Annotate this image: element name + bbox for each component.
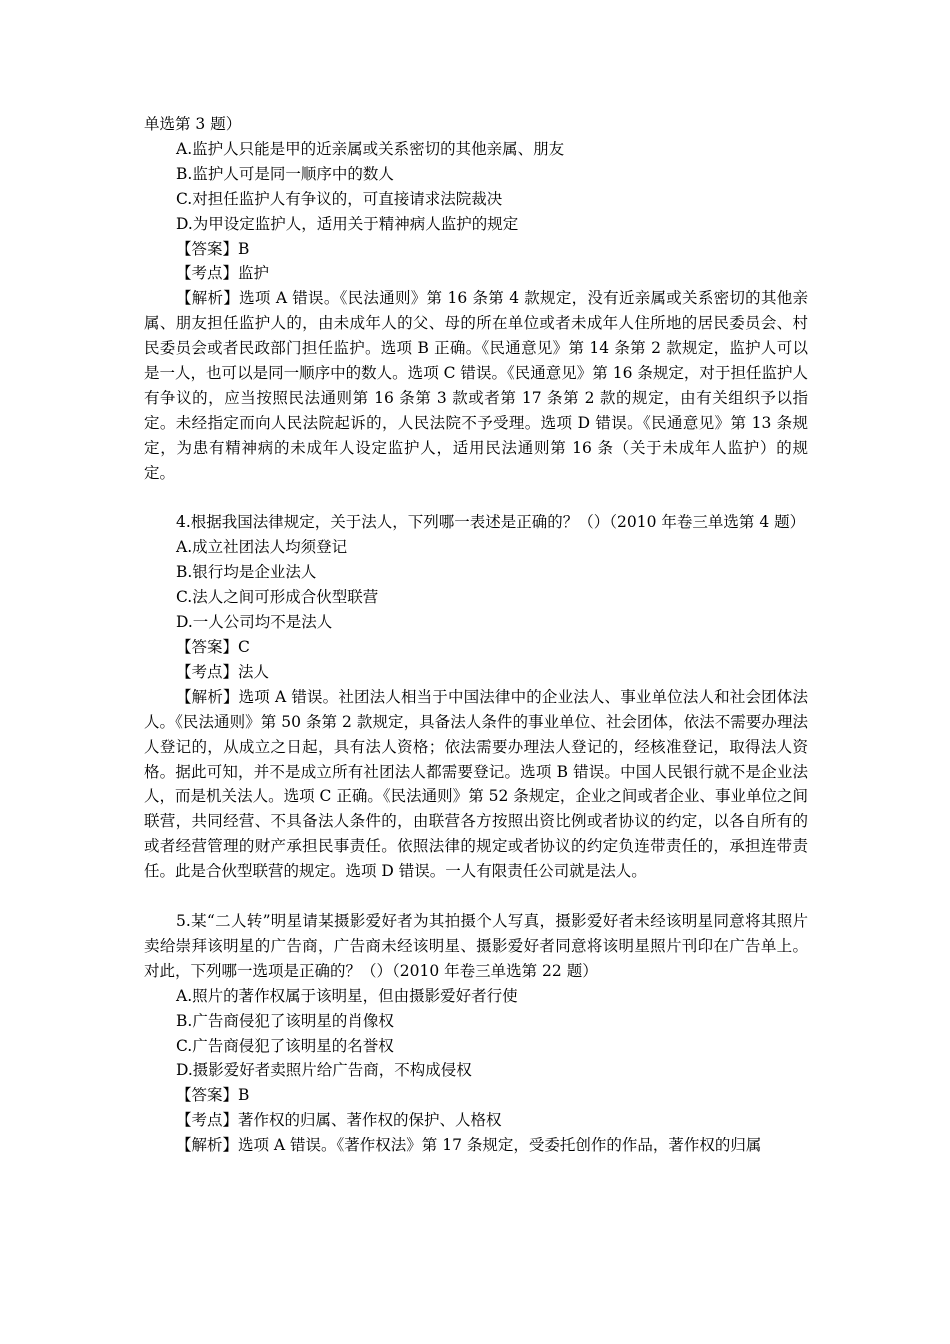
q4-stem: 4.根据我国法律规定，关于法人，下列哪一表述是正确的？（）（2010 年卷三单选第 4 题）: [176, 513, 806, 532]
q3-option-b: B.监护人可是同一顺序中的数人: [176, 164, 394, 183]
q3-option-c: C.对担任监护人有争议的，可直接请求法院裁决: [176, 189, 503, 208]
q4-topic: 【考点】法人: [176, 662, 270, 681]
q4-option-c: C.法人之间可形成合伙型联营: [176, 588, 379, 607]
q5-answer: 【答案】B: [176, 1086, 250, 1105]
q4-option-a: A.成立社团法人均须登记: [176, 538, 348, 557]
q3-answer: 【答案】B: [176, 239, 250, 258]
q3-option-a: A.监护人只能是甲的近亲属或关系密切的其他亲属、朋友: [176, 139, 565, 158]
paragraph-gap: [144, 486, 808, 511]
q5-topic: 【考点】著作权的归属、著作权的保护、人格权: [176, 1111, 502, 1130]
q4-option-b: B.银行均是企业法人: [176, 563, 317, 582]
q5-option-b: B.广告商侵犯了该明星的肖像权: [176, 1011, 394, 1030]
q3-topic: 【考点】监护: [176, 264, 270, 283]
q5-option-a: A.照片的著作权属于该明星，但由摄影爱好者行使: [176, 986, 518, 1005]
q4-analysis: 【解析】选项 A 错误。社团法人相当于中国法律中的企业法人、事业单位法人和社会团体法人。《民法通则》第 50 条第 2 款规定，具备法人条件的事业单位、社会团体，依法不需要办理法人登记的，从成立之日起，具有法人资格；依法需要办理法人登记的，经核准登记，取得法人资格。据此可知，并不是成立所有社团法人都需要登记。选项 B 错误。中国人民银行就不是企业法人，而是机关法人。选项 C 正确。《民法通则》第 52 条规定，企业之间或者企业、事业单位之间联营，共同经营、不具备法人条件的，由联营各方按照出资比例或者协议的约定，以各自所有的或者经营管理的财产承担民事责任。依照法律的规定或者协议的约定负连带责任的，承担连带责任。此是合伙型联营的规定。选项 D 错误。一人有限责任公司就是法人。: [144, 687, 808, 881]
q4-answer: 【答案】C: [176, 638, 250, 657]
q5-stem: 5.某“二人转”明星请某摄影爱好者为其拍摄个人写真，摄影爱好者未经该明星同意将其照片卖给崇拜该明星的广告商，广告商未经该明星、摄影爱好者同意将该明星照片刊印在广告单上。对此，下列哪一选项是正确的？（）（2010 年卷三单选第 22 题）: [144, 911, 808, 980]
paragraph-gap: [144, 884, 808, 909]
q4-option-d: D.一人公司均不是法人: [176, 613, 333, 632]
document-page: [144, 112, 808, 1158]
q3-stem-tail: 单选第 3 题）: [144, 115, 242, 133]
q5-analysis: 【解析】选项 A 错误。《著作权法》第 17 条规定，受委托创作的作品，著作权的归属: [176, 1136, 762, 1155]
q3-analysis: 【解析】选项 A 错误。《民法通则》第 16 条第 4 款规定，没有近亲属或关系密切的其他亲属、朋友担任监护人的，由未成年人的父、母的所在单位或者未成年人住所地的居民委员会、村民委员会或者民政部门担任监护。选项 B 正确。《民通意见》第 14 条第 2 款规定，监护人可以是一人，也可以是同一顺序中的数人。选项 C 错误。《民通意见》第 16 条规定，对于担任监护人有争议的，应当按照民法通则第 16 条第 3 款或者第 17 条第 2 款的规定，由有关组织予以指定。未经指定而向人民法院起诉的，人民法院不予受理。选项 D 错误。《民通意见》第 13 条规定，为患有精神病的未成年人设定监护人，适用民法通则第 16 条（关于未成年人监护）的规定。: [144, 289, 808, 482]
q5-option-c: C.广告商侵犯了该明星的名誉权: [176, 1036, 394, 1055]
q3-option-d: D.为甲设定监护人，适用关于精神病人监护的规定: [176, 214, 519, 233]
q5-option-d: D.摄影爱好者卖照片给广告商，不构成侵权: [176, 1061, 472, 1080]
